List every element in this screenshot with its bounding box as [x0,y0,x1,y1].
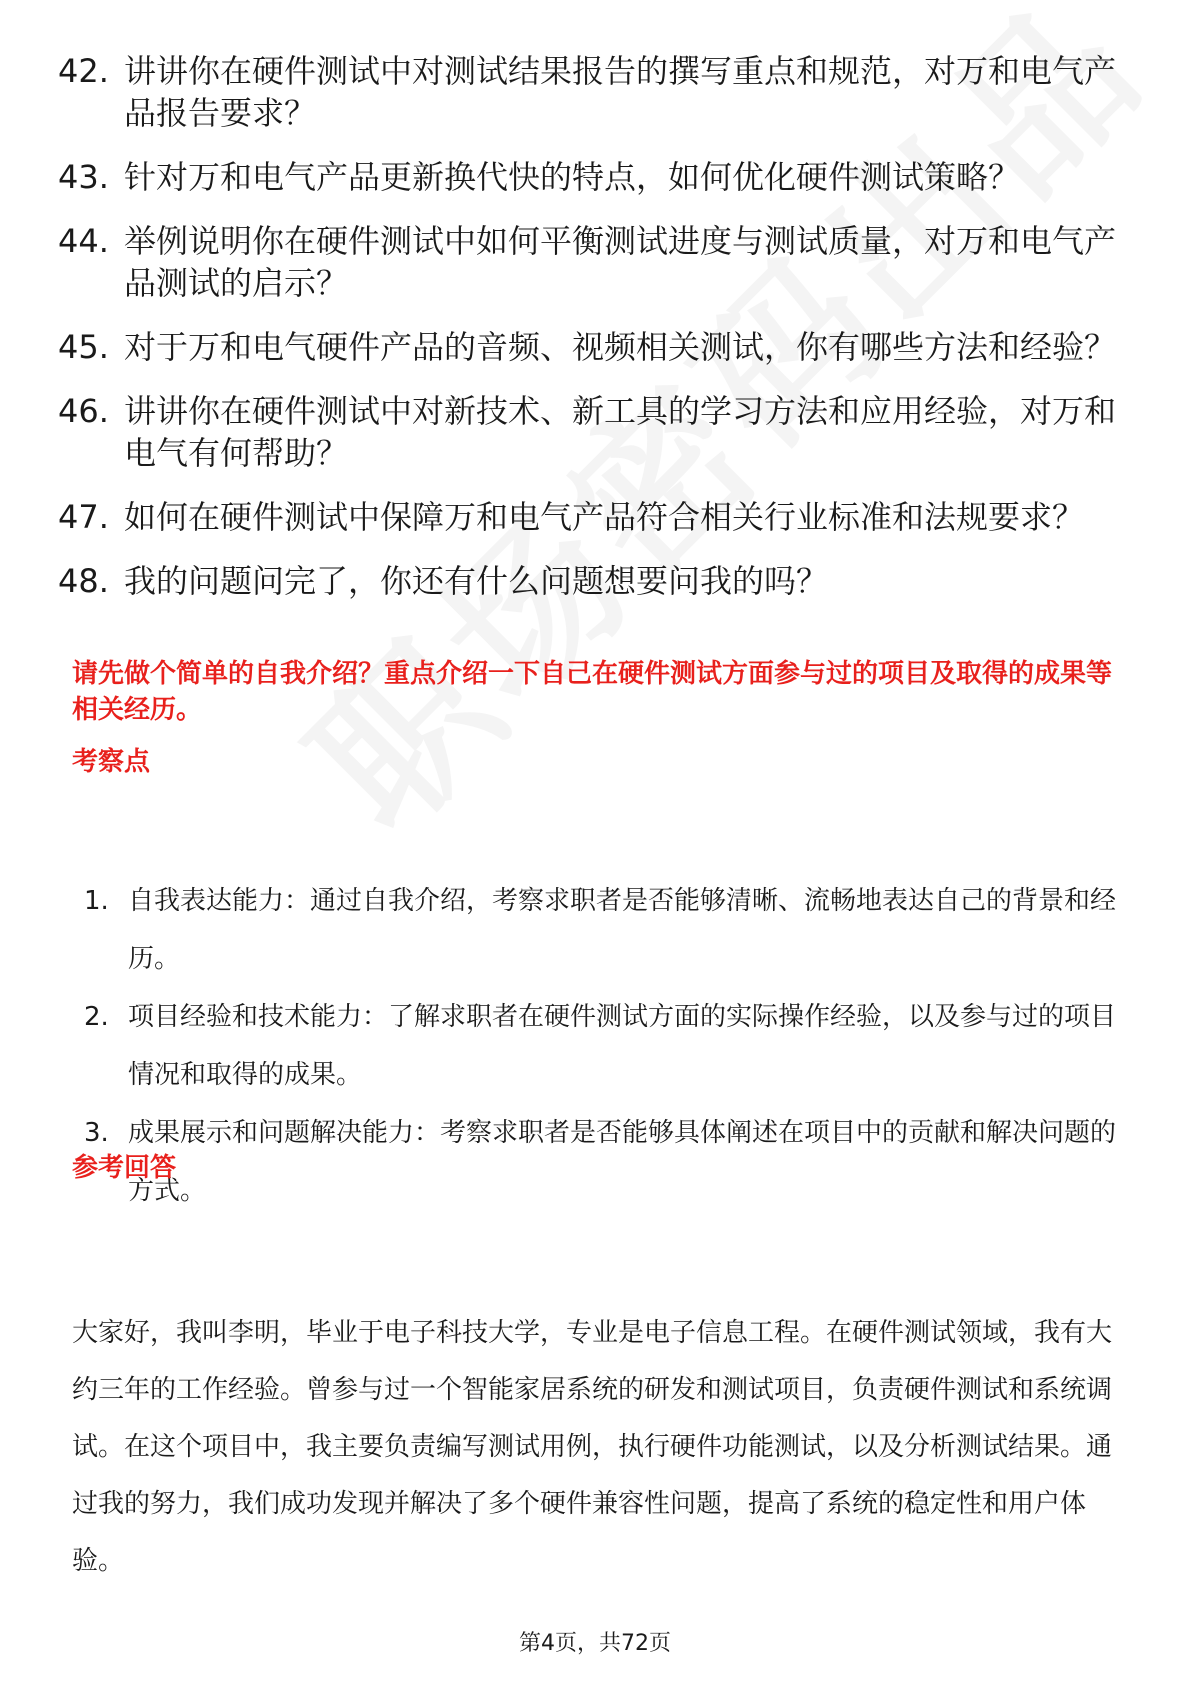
point-text: 项目经验和技术能力：了解求职者在硬件测试方面的实际操作经验，以及参与过的项目情况和取得的成果。 [128,1002,1117,1090]
question-item [58,156,1138,198]
question-text: 讲讲你在硬件测试中对新技术、新工具的学习方法和应用经验，对万和电气有何帮助？ [124,392,1117,472]
question-text: 举例说明你在硬件测试中如何平衡测试进度与测试质量，对万和电气产品测试的启示？ [124,222,1117,302]
question-number: 44. [58,222,109,260]
question-number: 46. [58,392,109,430]
question-text: 针对万和电气产品更新换代快的特点，如何优化硬件测试策略？ [124,158,1021,196]
question-text: 讲讲你在硬件测试中对测试结果报告的撰写重点和规范，对万和电气产品报告要求？ [124,52,1117,132]
question-item [58,560,1138,602]
reference-title: 参考回答 [72,1153,177,1183]
page-footer: 第4页，共72页 [519,1631,671,1656]
reference-answer: 大家好，我叫李明，毕业于电子科技大学，专业是电子信息工程。在硬件测试领域，我有大约三年的工作经验。曾参与过一个智能家居系统的研发和测试项目，负责硬件测试和系统调试。在这个项目中，我主要负责编写测试用例，执行硬件功能测试，以及分析测试结果。通过我的努力，我们成功发现并解决了多个硬件兼容性问题，提高了系统的稳定性和用户体验。 [72,1318,1113,1576]
assessment-point [84,872,1124,988]
question-item [58,390,1138,474]
point-number: 3. [84,1118,109,1148]
question-item [58,496,1138,538]
question-item [58,50,1138,134]
featured-question: 请先做个简单的自我介绍？重点介绍一下自己在硬件测试方面参与过的项目及取得的成果等相关经历。 [72,659,1113,725]
question-number: 47. [58,498,109,536]
question-number: 48. [58,562,109,600]
point-number: 1. [84,886,109,916]
question-list [58,50,1138,624]
question-item [58,220,1138,304]
question-text: 对于万和电气硬件产品的音频、视频相关测试，你有哪些方法和经验？ [124,328,1117,366]
question-number: 45. [58,328,109,366]
point-text: 成果展示和问题解决能力：考察求职者是否能够具体阐述在项目中的贡献和解决问题的方式。 [128,1118,1117,1206]
point-text: 自我表达能力：通过自我介绍，考察求职者是否能够清晰、流畅地表达自己的背景和经历。 [128,886,1117,974]
question-text: 我的问题问完了，你还有什么问题想要问我的吗？ [124,562,829,600]
question-item [58,326,1138,368]
point-number: 2. [84,1002,109,1032]
question-text: 如何在硬件测试中保障万和电气产品符合相关行业标准和法规要求？ [124,498,1085,536]
question-number: 42. [58,52,109,90]
assessment-title: 考察点 [72,747,151,777]
assessment-point [84,988,1124,1104]
question-number: 43. [58,158,109,196]
